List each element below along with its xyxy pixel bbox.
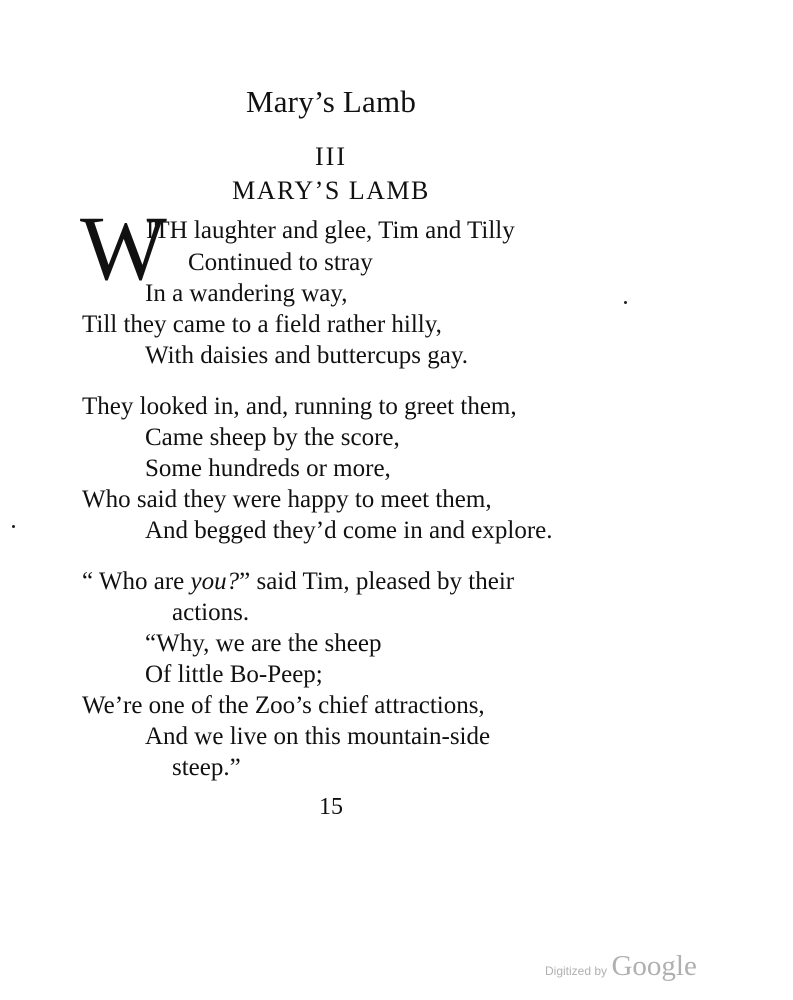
poem-line [82, 567, 514, 597]
emphasis-text: you? [190, 568, 240, 595]
poem-line: Came sheep by the score, [145, 424, 400, 451]
poem-line: And we live on this mountain-side [145, 723, 491, 750]
poem-line: ITH laughter and glee, Tim and Tilly [146, 217, 515, 244]
poem-line: “Why, we are the sheep [145, 630, 382, 657]
poem-line: Some hundreds or more, [145, 455, 391, 482]
scan-speck [12, 525, 15, 528]
poem-line: Who said they were happy to meet them, [82, 486, 492, 513]
poem-line: actions. [172, 599, 250, 626]
poem-line: They looked in, and, running to greet them, [82, 393, 517, 420]
chapter-title: MARY’S LAMB [232, 176, 430, 205]
poem-line: Of little Bo-Peep; [145, 661, 323, 688]
poem-line: We’re one of the Zoo’s chief attractions, [82, 692, 485, 719]
running-head: Mary’s Lamb [245, 84, 417, 119]
scan-speck [624, 301, 627, 304]
watermark-prefix: Digitized by [545, 964, 608, 978]
chapter-number: III [315, 142, 347, 171]
poem-line: Till they came to a field rather hilly, [82, 311, 442, 338]
poem-line: Continued to stray [188, 249, 373, 276]
digitized-watermark [545, 950, 697, 983]
poem-line: And begged they’d come in and explore. [145, 517, 553, 544]
page-number: 15 [319, 794, 343, 820]
poem-line: With daisies and buttercups gay. [145, 342, 468, 369]
poem-line: steep.” [172, 754, 241, 781]
poem-text: “ Who are [82, 568, 191, 595]
poem-line: In a wandering way, [145, 280, 348, 307]
poem-text: ” said Tim, pleased by their [239, 568, 515, 595]
drop-cap: W [80, 197, 167, 299]
google-logo: Google [611, 950, 697, 982]
